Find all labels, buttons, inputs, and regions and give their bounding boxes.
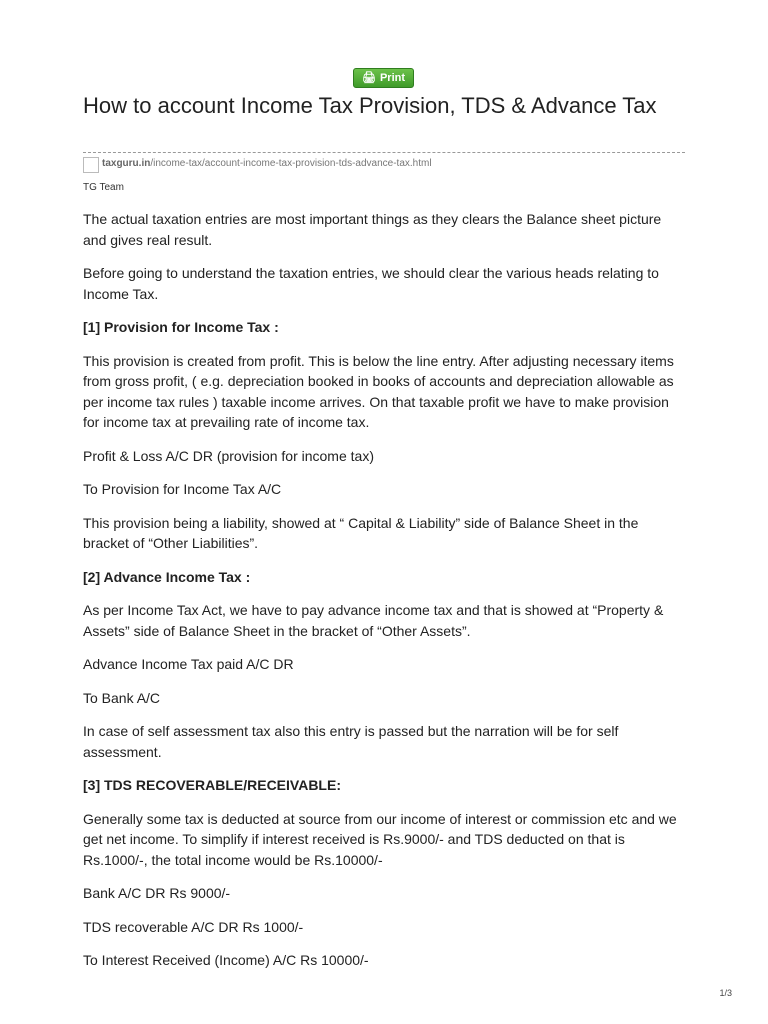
author-name: TG Team (83, 182, 124, 193)
section-heading: [3] TDS RECOVERABLE/RECEIVABLE: (83, 777, 341, 793)
paragraph: This provision being a liability, showed at “ Capital & Liability” side of Balance Sheet in the bracket of “Other Liabilities”. (83, 514, 639, 551)
source-link[interactable] (102, 158, 432, 169)
article-body (83, 209, 687, 984)
source-favicon-icon (83, 157, 99, 173)
source-path: /income-tax/account-income-tax-provision-tds-advance-tax.html (150, 158, 432, 169)
journal-entry: Advance Income Tax paid A/C DR (83, 656, 294, 672)
printer-icon: 🖨 (361, 71, 376, 84)
journal-entry: TDS recoverable A/C DR Rs 1000/- (83, 918, 304, 935)
paragraph: Generally some tax is deducted at source from our income of interest or commission etc and we get net income. To simplify if interest received is Rs.9000/- and TDS deducted on that is Rs.1000/-, the total income would be Rs.10000/- (83, 810, 677, 868)
paragraph: In case of self assessment tax also this entry is passed but the narration will be for self assessment. (83, 723, 619, 760)
print-button-label: Print (379, 72, 406, 84)
paragraph: The actual taxation entries are most important things as they clears the Balance sheet picture and gives real result. (83, 211, 662, 248)
paragraph: As per Income Tax Act, we have to pay advance income tax and that is showed at “Property & Assets” side of Balance Sheet in the bracket of “Other Assets”. (83, 602, 664, 639)
journal-entry: Profit & Loss A/C DR (provision for income tax) (83, 447, 374, 464)
journal-entry: To Bank A/C (83, 689, 161, 706)
page-number: 1/3 (719, 988, 732, 998)
journal-entry: To Provision for Income Tax A/C (83, 481, 282, 497)
journal-entry: To Interest Received (Income) A/C Rs 10000/- (83, 952, 369, 968)
source-domain: taxguru.in (102, 158, 151, 169)
paragraph: This provision is created from profit. This is below the line entry. After adjusting necessary items from gross profit, ( e.g. depreciation booked in books of accounts and depreciation allowable as per income tax rules ) taxable income arrives. On that taxable profit we have to make provision for income tax at prevailing rate of income tax. (83, 352, 674, 430)
journal-entry: Bank A/C DR Rs 9000/- (83, 885, 231, 901)
section-heading: [1] Provision for Income Tax : (83, 319, 279, 335)
page-title: How to account Income Tax Provision, TDS & Advance Tax (83, 93, 657, 118)
print-button[interactable] (353, 68, 414, 88)
paragraph: Before going to understand the taxation entries, we should clear the various heads relating to Income Tax. (83, 265, 659, 302)
section-heading: [2] Advance Income Tax : (83, 568, 251, 585)
title-divider (83, 152, 685, 153)
